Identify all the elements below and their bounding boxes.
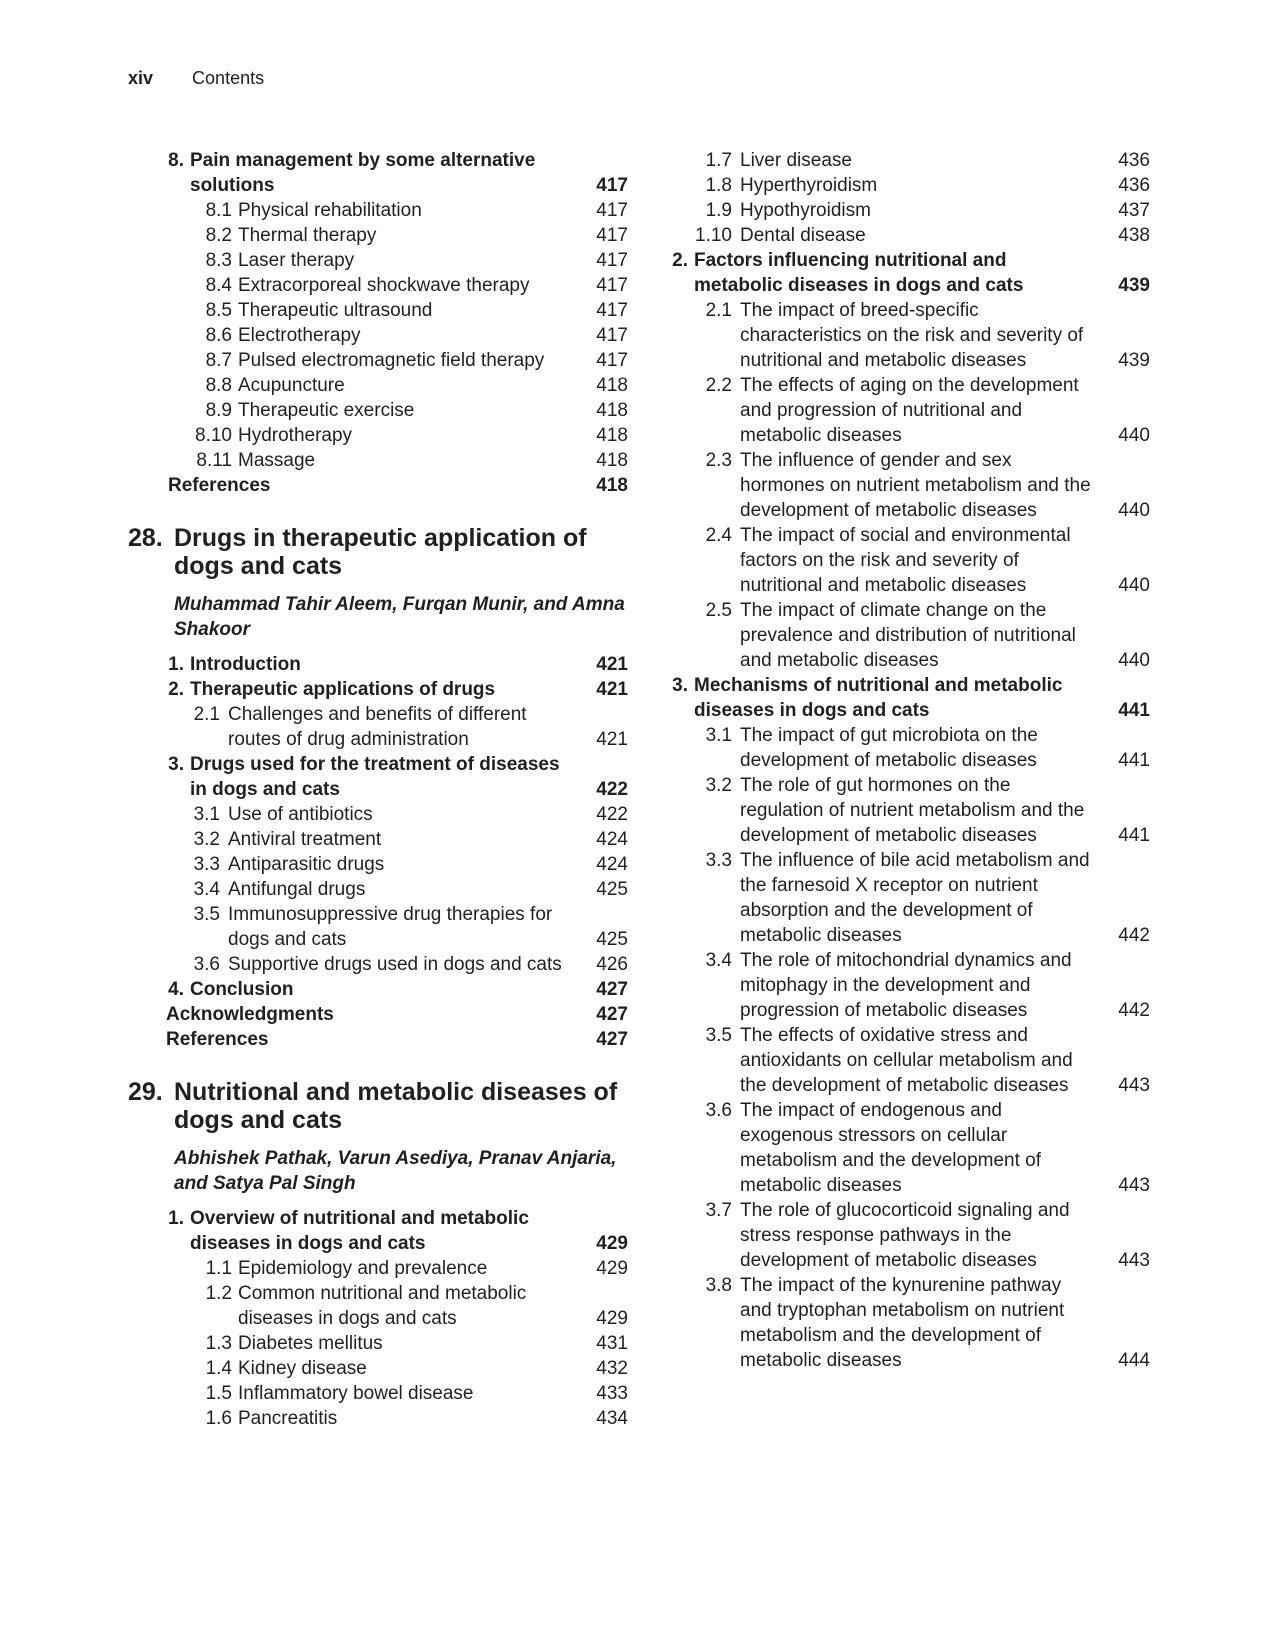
toc-subsection-entry[interactable]	[128, 1356, 628, 1381]
toc-subsection-entry[interactable]	[128, 323, 628, 348]
entry-number: 4.	[168, 979, 184, 1000]
toc-subsection-entry[interactable]	[680, 848, 1150, 948]
entry-number: 1.	[168, 654, 184, 675]
entry-page-number: 440	[1118, 425, 1150, 446]
entry-number: 3.4	[705, 950, 732, 971]
entry-number: 8.5	[205, 300, 232, 321]
entry-title: Supportive drugs used in dogs and cats	[228, 954, 562, 975]
entry-page-number: 440	[1118, 650, 1150, 671]
entry-number: 3.1	[193, 804, 220, 825]
entry-title: Use of antibiotics	[228, 804, 373, 825]
entry-page-number: 429	[596, 1258, 628, 1279]
entry-title: Antiviral treatment	[228, 829, 382, 850]
entry-page-number: 421	[596, 679, 628, 700]
entry-number: 8.7	[205, 350, 232, 371]
entry-title: Electrotherapy	[238, 325, 361, 346]
entry-page-number: 427	[596, 1004, 628, 1025]
entry-number: 3.2	[193, 829, 220, 850]
entry-title: Challenges and benefits of different routes of drug administration	[228, 704, 527, 750]
toc-subsection-entry[interactable]	[680, 448, 1150, 523]
entry-page-number: 431	[596, 1333, 628, 1354]
entry-title: References	[166, 1029, 269, 1050]
chapter-title[interactable]: Nutritional and metabolic diseases of dogs and cats	[174, 1078, 618, 1134]
entry-title: Therapeutic ultrasound	[238, 300, 433, 321]
entry-title: The role of gut hormones on the regulation of nutrient metabolism and the development of metabolic diseases	[740, 775, 1085, 846]
entry-page-number: 425	[596, 879, 628, 900]
entry-number: 3.1	[705, 725, 732, 746]
entry-number: 3.5	[705, 1025, 732, 1046]
toc-subsection-entry[interactable]	[128, 248, 628, 273]
entry-number: 3.7	[705, 1200, 732, 1221]
entry-page-number: 418	[596, 475, 628, 496]
entry-number: 3.	[672, 675, 688, 696]
entry-number: 1.4	[205, 1358, 232, 1379]
entry-title: Hydrotherapy	[238, 425, 353, 446]
entry-page-number: 432	[596, 1358, 628, 1379]
entry-number: 8.3	[205, 250, 232, 271]
entry-page-number: 418	[596, 450, 628, 471]
entry-title: Acknowledgments	[166, 1004, 334, 1025]
toc-subsection-entry[interactable]	[128, 827, 628, 852]
entry-page-number: 443	[1118, 1175, 1150, 1196]
entry-title: Acupuncture	[238, 375, 345, 396]
toc-subsection-entry[interactable]	[128, 223, 628, 248]
entry-title: The role of glucocorticoid signaling and stress response pathways in the development of metabolic diseases	[740, 1200, 1070, 1271]
entry-number: 2.3	[705, 450, 732, 471]
entry-title: Laser therapy	[238, 250, 355, 271]
entry-page-number: 427	[596, 1029, 628, 1050]
entry-number: 8.11	[196, 450, 232, 471]
entry-number: 2.4	[705, 525, 732, 546]
entry-page-number: 418	[596, 400, 628, 421]
entry-page-number: 443	[1118, 1250, 1150, 1271]
entry-title: The effects of aging on the development and progression of nutritional and metabolic diseases	[740, 375, 1079, 446]
entry-title: The impact of breed-specific characteristics on the risk and severity of nutritional and metabolic diseases	[740, 300, 1084, 371]
entry-page-number: 429	[596, 1233, 628, 1254]
entry-title: The impact of the kynurenine pathway and tryptophan metabolism on nutrient metabolism and the development of metabolic diseases	[740, 1275, 1065, 1371]
toc-backmatter-entry[interactable]	[128, 1002, 628, 1027]
entry-page-number: 418	[596, 375, 628, 396]
entry-title: Overview of nutritional and metabolic diseases in dogs and cats	[190, 1208, 529, 1254]
entry-title: Mechanisms of nutritional and metabolic diseases in dogs and cats	[694, 675, 1063, 721]
entry-page-number: 418	[596, 425, 628, 446]
entry-number: 2.	[672, 250, 688, 271]
entry-page-number: 417	[596, 200, 628, 221]
entry-page-number: 441	[1118, 700, 1150, 721]
toc-subsection-entry[interactable]	[680, 1098, 1150, 1198]
toc-subsection-entry[interactable]	[680, 773, 1150, 848]
toc-subsection-entry[interactable]	[128, 1406, 628, 1431]
entry-number: 3.2	[705, 775, 732, 796]
toc-subsection-entry[interactable]	[128, 1331, 628, 1356]
entry-page-number: 439	[1118, 350, 1150, 371]
entry-title: Immunosuppressive drug therapies for dogs and cats	[228, 904, 553, 950]
entry-number: 2.5	[705, 600, 732, 621]
running-title: Contents	[192, 68, 265, 88]
chapter-29-entries	[128, 1206, 628, 1431]
entry-title: Common nutritional and metabolic diseases in dogs and cats	[238, 1283, 527, 1329]
running-head	[128, 68, 264, 89]
toc-section-entry[interactable]	[128, 677, 628, 702]
entry-title: Hypothyroidism	[740, 200, 871, 221]
toc-subsection-entry[interactable]	[680, 523, 1150, 598]
entry-title: Diabetes mellitus	[238, 1333, 383, 1354]
entry-page-number: 422	[596, 779, 628, 800]
entry-page-number: 429	[596, 1308, 628, 1329]
toc-backmatter-entry[interactable]	[128, 473, 628, 498]
entry-page-number: 444	[1118, 1350, 1150, 1371]
toc-section-entry[interactable]	[128, 148, 628, 198]
toc-subsection-entry[interactable]	[128, 852, 628, 877]
toc-backmatter-entry[interactable]	[128, 1027, 628, 1052]
toc-subsection-entry[interactable]	[128, 802, 628, 827]
chapter-29	[128, 1078, 628, 1431]
toc-subsection-entry[interactable]	[680, 298, 1150, 373]
entry-number: 1.7	[705, 150, 732, 171]
entry-number: 1.2	[205, 1283, 232, 1304]
toc-subsection-entry[interactable]	[680, 173, 1150, 198]
entry-number: 2.	[168, 679, 184, 700]
entry-page-number: 424	[596, 854, 628, 875]
entry-title: Conclusion	[190, 979, 294, 1000]
entry-title: Hyperthyroidism	[740, 175, 878, 196]
entry-page-number: 443	[1118, 1075, 1150, 1096]
entry-page-number: 417	[596, 275, 628, 296]
entry-number: 3.3	[193, 854, 220, 875]
entry-page-number: 440	[1118, 575, 1150, 596]
chapter-number: 29.	[128, 1078, 163, 1106]
toc-subsection-entry[interactable]	[680, 223, 1150, 248]
entry-page-number: 417	[596, 350, 628, 371]
entry-number: 2.1	[193, 704, 220, 725]
entry-title: The role of mitochondrial dynamics and mitophagy in the development and progression of metabolic diseases	[740, 950, 1072, 1021]
entry-page-number: 440	[1118, 500, 1150, 521]
entry-title: Factors influencing nutritional and metabolic diseases in dogs and cats	[694, 250, 1024, 296]
chapter-29-entries-continued	[672, 148, 1150, 1373]
chapter-authors: Muhammad Tahir Aleem, Furqan Munir, and Amna Shakoor	[174, 594, 625, 640]
entry-page-number: 442	[1118, 925, 1150, 946]
entry-number: 1.1	[205, 1258, 232, 1279]
entry-title: Inflammatory bowel disease	[238, 1383, 474, 1404]
entry-page-number: 425	[596, 929, 628, 950]
entry-title: Kidney disease	[238, 1358, 367, 1379]
toc-subsection-entry[interactable]	[680, 1273, 1150, 1373]
entry-page-number: 436	[1118, 175, 1150, 196]
entry-number: 1.10	[695, 225, 732, 246]
entry-title: Therapeutic exercise	[238, 400, 415, 421]
toc-subsection-entry[interactable]	[128, 702, 628, 752]
entry-title: Physical rehabilitation	[238, 200, 422, 221]
toc-section-entry[interactable]	[128, 652, 628, 677]
entry-number: 3.	[168, 754, 184, 775]
entry-number: 2.1	[705, 300, 732, 321]
entry-page-number: 424	[596, 829, 628, 850]
chapter-28	[128, 524, 628, 1052]
entry-title: The impact of climate change on the prevalence and distribution of nutritional and metabolic diseases	[740, 600, 1076, 671]
entry-title: Introduction	[190, 654, 301, 675]
entry-page-number: 417	[596, 175, 628, 196]
toc-chapter27-tail	[128, 148, 628, 498]
toc-subsection-entry[interactable]	[128, 423, 628, 448]
chapter-number: 28.	[128, 524, 163, 552]
entry-title: Therapeutic applications of drugs	[190, 679, 496, 700]
entry-title: Liver disease	[740, 150, 852, 171]
entry-title: Extracorporeal shockwave therapy	[238, 275, 530, 296]
entry-title: References	[168, 475, 271, 496]
entry-page-number: 417	[596, 225, 628, 246]
toc-subsection-entry[interactable]	[128, 198, 628, 223]
entry-page-number: 436	[1118, 150, 1150, 171]
chapter-28-entries	[128, 652, 628, 1052]
toc-subsection-entry[interactable]	[128, 1381, 628, 1406]
entry-number: 8.4	[205, 275, 232, 296]
entry-number: 3.6	[705, 1100, 732, 1121]
entry-title: Pancreatitis	[238, 1408, 338, 1429]
toc-subsection-entry[interactable]	[680, 373, 1150, 448]
entry-title: The influence of bile acid metabolism and the farnesoid X receptor on nutrient absorption and the development of metabolic diseases	[740, 850, 1090, 946]
entry-page-number: 433	[596, 1383, 628, 1404]
toc-subsection-entry[interactable]	[680, 198, 1150, 223]
entry-title: Antiparasitic drugs	[228, 854, 385, 875]
entry-title: The impact of gut microbiota on the development of metabolic diseases	[740, 725, 1038, 771]
entry-number: 8.9	[205, 400, 232, 421]
toc-subsection-entry[interactable]	[680, 948, 1150, 1023]
entry-number: 3.6	[193, 954, 220, 975]
toc-subsection-entry[interactable]	[680, 1198, 1150, 1273]
entry-number: 1.8	[705, 175, 732, 196]
toc-section-entry[interactable]	[128, 977, 628, 1002]
entry-title: Dental disease	[740, 225, 866, 246]
entry-title: The influence of gender and sex hormones on nutrient metabolism and the development of metabolic diseases	[740, 450, 1091, 521]
entry-number: 8.1	[205, 200, 232, 221]
entry-number: 2.2	[705, 375, 732, 396]
entry-title: The impact of endogenous and exogenous stressors on cellular metabolism and the development of metabolic diseases	[740, 1100, 1042, 1196]
toc-subsection-entry[interactable]	[128, 398, 628, 423]
entry-page-number: 439	[1118, 275, 1150, 296]
entry-number: 8.8	[205, 375, 232, 396]
entry-title: Pain management by some alternative solutions	[190, 150, 536, 196]
toc-subsection-entry[interactable]	[128, 298, 628, 323]
entry-number: 3.4	[193, 879, 220, 900]
entry-page-number: 441	[1118, 750, 1150, 771]
toc-left-column	[128, 148, 628, 1431]
toc-subsection-entry[interactable]	[128, 877, 628, 902]
entry-number: 8.2	[205, 225, 232, 246]
toc-right-column	[672, 148, 1150, 1373]
entry-number: 3.5	[193, 904, 220, 925]
toc-subsection-entry[interactable]	[128, 273, 628, 298]
toc-subsection-entry[interactable]	[128, 1256, 628, 1281]
entry-page-number: 437	[1118, 200, 1150, 221]
entry-title: Antifungal drugs	[228, 879, 366, 900]
toc-subsection-entry[interactable]	[128, 902, 628, 952]
entry-number: 3.3	[705, 850, 732, 871]
entry-number: 8.6	[205, 325, 232, 346]
entry-title: The impact of social and environmental factors on the risk and severity of nutritional and metabolic diseases	[740, 525, 1071, 596]
toc-section-entry[interactable]	[672, 248, 1150, 298]
entry-page-number: 427	[596, 979, 628, 1000]
entry-page-number: 417	[596, 325, 628, 346]
toc-subsection-entry[interactable]	[128, 373, 628, 398]
toc-section-entry[interactable]	[128, 752, 628, 802]
entry-number: 1.6	[205, 1408, 232, 1429]
entry-page-number: 434	[596, 1408, 628, 1429]
entry-page-number: 441	[1118, 825, 1150, 846]
entry-page-number: 426	[596, 954, 628, 975]
entry-number: 1.9	[705, 200, 732, 221]
page-number: xiv	[128, 68, 154, 88]
entry-page-number: 421	[596, 654, 628, 675]
entry-title: Drugs used for the treatment of diseases in dogs and cats	[190, 754, 560, 800]
entry-title: Epidemiology and prevalence	[238, 1258, 488, 1279]
entry-title: Pulsed electromagnetic field therapy	[238, 350, 545, 371]
toc-subsection-entry[interactable]	[680, 723, 1150, 773]
entry-title: Thermal therapy	[238, 225, 377, 246]
entry-page-number: 422	[596, 804, 628, 825]
entry-number: 8.10	[195, 425, 232, 446]
toc-subsection-entry[interactable]	[128, 1281, 628, 1331]
entry-number: 8.	[168, 150, 184, 171]
toc-section-entry[interactable]	[672, 673, 1150, 723]
toc-subsection-entry[interactable]	[128, 348, 628, 373]
toc-subsection-entry[interactable]	[680, 1023, 1150, 1098]
toc-section-entry[interactable]	[128, 1206, 628, 1256]
chapter-authors: Abhishek Pathak, Varun Asediya, Pranav Anjaria, and Satya Pal Singh	[174, 1148, 617, 1194]
entry-page-number: 417	[596, 250, 628, 271]
entry-title: The effects of oxidative stress and antioxidants on cellular metabolism and the development of metabolic diseases	[740, 1025, 1073, 1096]
toc-subsection-entry[interactable]	[128, 448, 628, 473]
entry-title: Massage	[238, 450, 316, 471]
entry-number: 1.5	[205, 1383, 232, 1404]
entry-page-number: 421	[596, 729, 628, 750]
entry-number: 3.8	[705, 1275, 732, 1296]
entry-number: 1.3	[205, 1333, 232, 1354]
toc-subsection-entry[interactable]	[128, 952, 628, 977]
entry-page-number: 438	[1118, 225, 1150, 246]
toc-subsection-entry[interactable]	[680, 598, 1150, 673]
entry-page-number: 417	[596, 300, 628, 321]
toc-subsection-entry[interactable]	[680, 148, 1150, 173]
entry-page-number: 442	[1118, 1000, 1150, 1021]
chapter-title[interactable]: Drugs in therapeutic application of dogs and cats	[174, 524, 587, 580]
entry-number: 1.	[168, 1208, 184, 1229]
